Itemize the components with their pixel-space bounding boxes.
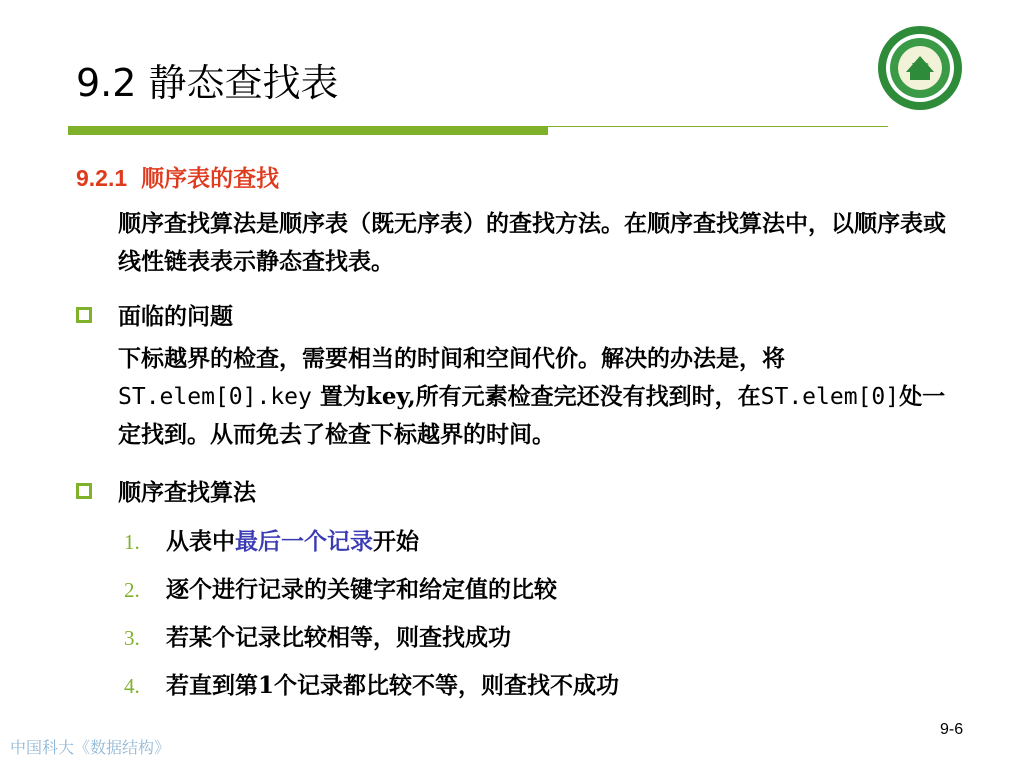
title-underline-thick bbox=[68, 126, 548, 135]
logo-year: 1958 bbox=[911, 62, 929, 70]
page-number: 9-6 bbox=[940, 721, 964, 738]
step-text: 逐个进行记录的关键字和给定值的比较 bbox=[166, 576, 557, 603]
problem-line1: 下标越界的检查，需要相当的时间和空间代价。解决的办法是，将 bbox=[118, 345, 785, 372]
step-item bbox=[124, 619, 511, 652]
step-item bbox=[124, 523, 419, 556]
step-item bbox=[124, 571, 557, 604]
intro-paragraph: 顺序查找算法是顺序表（既无序表）的查找方法。在顺序查找算法中，以顺序表或线性链表表示静态查找表。 bbox=[118, 210, 946, 275]
bullet-algorithm-label: 顺序查找算法 bbox=[118, 479, 256, 506]
step-index: 1. bbox=[124, 530, 140, 554]
step-text: 若某个记录比较相等，则查找成功 bbox=[166, 624, 511, 651]
step-text bbox=[166, 523, 419, 556]
square-bullet-icon bbox=[76, 307, 92, 323]
bullet-problem bbox=[76, 298, 233, 331]
step-text-pre: 从表中 bbox=[166, 528, 235, 555]
problem-paragraph bbox=[118, 340, 958, 454]
problem-code1: ST.elem[0].key bbox=[118, 384, 312, 410]
step-text: 若直到第1个记录都比较不等，则查找不成功 bbox=[166, 672, 620, 699]
step-item bbox=[124, 667, 619, 700]
slide-title: 9.2 静态查找表 bbox=[76, 61, 339, 105]
step-text-post: 开始 bbox=[373, 528, 419, 555]
university-logo bbox=[876, 24, 964, 112]
problem-line3: 处一定找到。从而免去了检查下标越界的时间。 bbox=[118, 383, 946, 448]
problem-line2: 置为key,所有元素检查完还没有找到时，在 bbox=[311, 383, 761, 410]
university-seal-icon bbox=[876, 24, 964, 112]
problem-code2: ST.elem[0] bbox=[760, 384, 900, 410]
section-label: 顺序表的查找 bbox=[141, 165, 280, 192]
bullet-problem-label: 面临的问题 bbox=[118, 303, 233, 330]
title-underline-thin bbox=[548, 126, 888, 127]
step-text-highlight: 最后一个记录 bbox=[235, 528, 373, 555]
footer-course: 中国科大《数据结构》 bbox=[10, 738, 171, 757]
section-number: 9.2.1 bbox=[76, 165, 128, 191]
step-index: 2. bbox=[124, 578, 140, 602]
bullet-algorithm bbox=[76, 474, 256, 507]
step-index: 3. bbox=[124, 626, 140, 650]
section-heading bbox=[76, 160, 279, 193]
square-bullet-icon bbox=[76, 483, 92, 499]
step-index: 4. bbox=[124, 674, 140, 698]
